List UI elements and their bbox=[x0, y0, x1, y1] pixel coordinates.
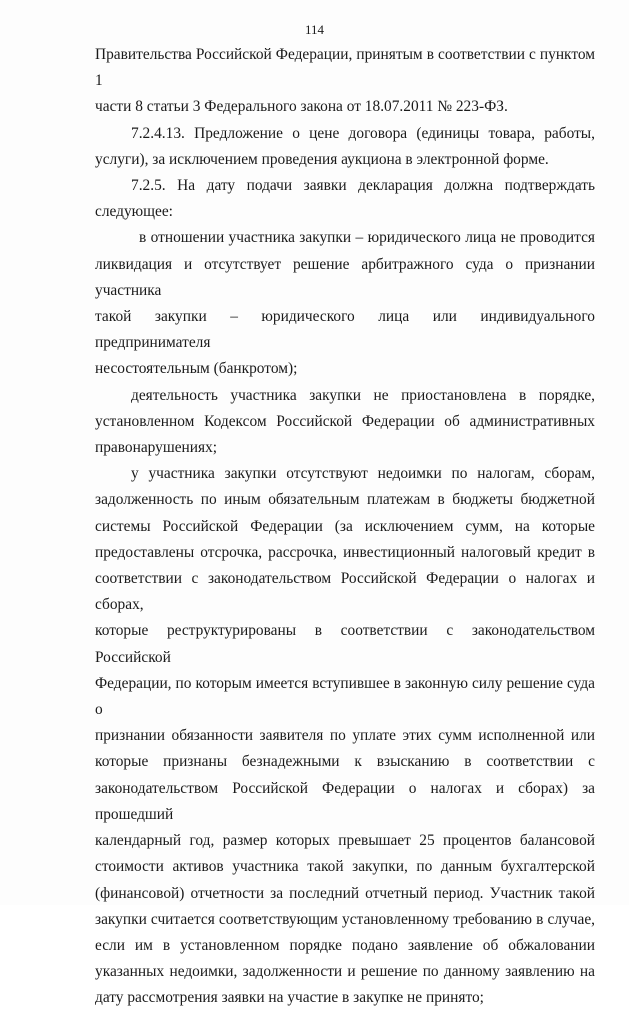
paragraph-line: предоставлены отсрочка, рассрочка, инвестиционный налоговый кредит в bbox=[95, 543, 595, 561]
paragraph-line: признании обязанности заявителя по уплате этих сумм исполненной или bbox=[95, 727, 595, 745]
paragraph-line: у участника закупки отсутствуют недоимки по налогам, сборам, bbox=[131, 465, 595, 483]
paragraph-line: правонарушениях; bbox=[95, 439, 218, 457]
paragraph-line: соответствии с законодательством Российской Федерации о налогах и сборах, bbox=[95, 570, 595, 614]
paragraph-line: 7.2.5. На дату подачи заявки декларация должна подтверждать bbox=[131, 177, 595, 195]
paragraph-line: если им в установленном порядке подано заявление об обжаловании bbox=[95, 936, 595, 954]
paragraph-line: закупки считается соответствующим установленному требованию в случае, bbox=[95, 910, 595, 928]
paragraph-line: Правительства Российской Федерации, принятым в соответствии с пунктом 1 bbox=[95, 46, 595, 90]
paragraph-line: которые признаны безнадежными к взысканию в соответствии с bbox=[95, 753, 595, 771]
paragraph-line: установленном Кодексом Российской Федерации об административных bbox=[95, 412, 595, 430]
page-number: 114 bbox=[304, 22, 325, 37]
paragraph-line: системы Российской Федерации (за исключением сумм, на которые bbox=[95, 517, 595, 535]
paragraph-line: календарный год, размер которых превышает 25 процентов балансовой bbox=[95, 832, 595, 850]
paragraph-line: которые реструктурированы в соответствии с законодательством Российской bbox=[95, 622, 595, 666]
paragraph-line: в отношении участника закупки – юридического лица не проводится bbox=[139, 229, 595, 247]
paragraph-line: (финансовой) отчетности за последний отчетный период. Участник такой bbox=[95, 884, 595, 902]
paragraph-line: услуги), за исключением проведения аукциона в электронной форме. bbox=[95, 150, 549, 168]
paragraph-line: дату рассмотрения заявки на участие в закупке не принято; bbox=[95, 989, 484, 1007]
document-body bbox=[95, 42, 595, 1012]
paragraph-line: такой закупки – юридического лица или индивидуального предпринимателя bbox=[95, 308, 595, 352]
paragraph-line: ликвидация и отсутствует решение арбитражного суда о признании участника bbox=[95, 255, 595, 299]
paragraph-line: законодательством Российской Федерации о налогах и сборах) за прошедший bbox=[95, 779, 595, 823]
paragraph-line: несостоятельным (банкротом); bbox=[95, 360, 298, 378]
paragraph-line: задолженность по иным обязательным платежам в бюджеты бюджетной bbox=[95, 491, 595, 509]
paragraph-line: Федерации, по которым имеется вступившее в законную силу решение суда о bbox=[95, 674, 595, 719]
paragraph-line: части 8 статьи 3 Федерального закона от 18.07.2011 № 223-ФЗ. bbox=[95, 98, 508, 116]
paragraph-line: следующее: bbox=[95, 203, 173, 221]
paragraph-line: указанных недоимки, задолженности и решение по данному заявлению на bbox=[95, 963, 595, 981]
paragraph-line: 7.2.4.13. Предложение о цене договора (единицы товара, работы, bbox=[131, 124, 595, 142]
paragraph-line: деятельность участника закупки не приостановлена в порядке, bbox=[131, 386, 595, 404]
paragraph-line: стоимости активов участника такой закупки, по данным бухгалтерской bbox=[95, 858, 595, 876]
